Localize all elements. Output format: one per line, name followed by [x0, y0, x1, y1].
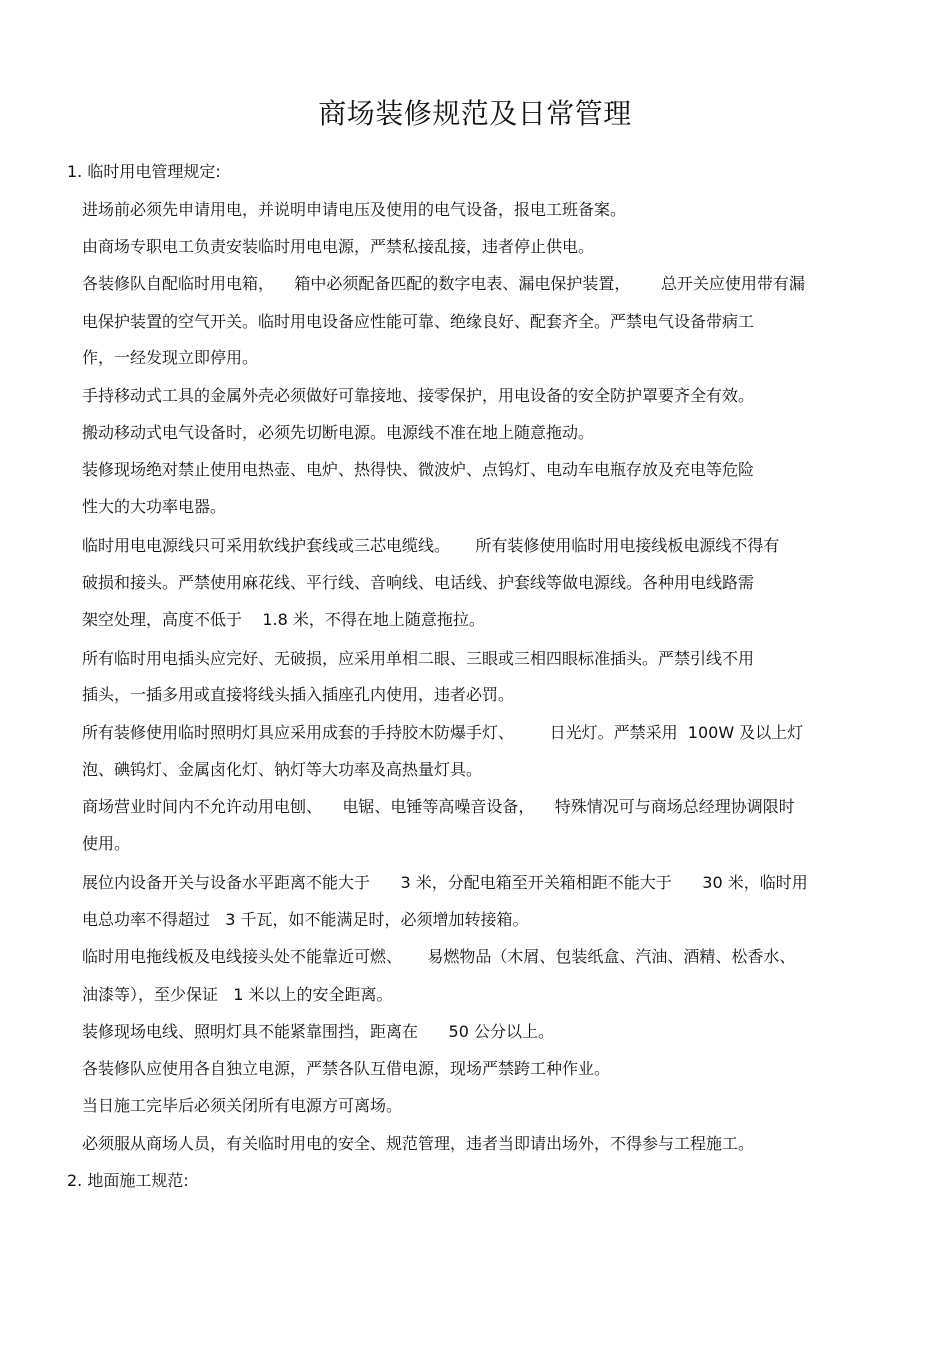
- paragraph-line: 进场前必须先申请用电，并说明申请电压及使用的电气设备，报电工班备案。: [82, 200, 627, 219]
- paragraph-line: 架空处理，高度不低于 1.8 米，不得在地上随意拖拉。: [82, 610, 485, 629]
- paragraph-line: 各装修队自配临时用电箱， 箱中必须配备匹配的数字电表、漏电保护装置， 总开关应使用带有漏: [82, 274, 805, 293]
- paragraph-line: 插头，一插多用或直接将线头插入插座孔内使用，违者必罚。: [82, 685, 515, 704]
- paragraph-line: 临时用电电源线只可采用软线护套线或三芯电缆线。 所有装修使用临时用电接线板电源线不得有: [82, 536, 780, 555]
- paragraph-line: 各装修队应使用各自独立电源，严禁各队互借电源，现场严禁跨工种作业。: [82, 1059, 611, 1078]
- paragraph-line: 性大的大功率电器。: [82, 497, 227, 516]
- paragraph-line: 破损和接头。严禁使用麻花线、平行线、音响线、电话线、护套线等做电源线。各种用电线路需: [82, 573, 755, 592]
- paragraph-line: 装修现场电线、照明灯具不能紧靠围挡，距离在 50 公分以上。: [82, 1022, 554, 1041]
- paragraph-line: 油漆等），至少保证 1 米以上的安全距离。: [82, 985, 393, 1004]
- paragraph-line: 使用。: [82, 834, 131, 853]
- paragraph-line: 所有装修使用临时照明灯具应采用成套的手持胶木防爆手灯、 日光灯。严禁采用 100W 及以上灯: [82, 723, 804, 742]
- paragraph-line: 所有临时用电插头应完好、无破损，应采用单相二眼、三眼或三相四眼标准插头。严禁引线不用: [82, 649, 755, 668]
- section-heading-electricity: 1. 临时用电管理规定:: [67, 162, 221, 181]
- paragraph-line: 作，一经发现立即停用。: [82, 348, 259, 367]
- paragraph-line: 泡、碘钨灯、金属卤化灯、钠灯等大功率及高热量灯具。: [82, 760, 483, 779]
- document-title: 商场装修规范及日常管理: [318, 97, 632, 130]
- paragraph-line: 电总功率不得超过 3 千瓦，如不能满足时，必须增加转接箱。: [82, 910, 529, 929]
- section-heading-floor: 2. 地面施工规范:: [67, 1171, 189, 1190]
- paragraph-line: 搬动移动式电气设备时，必须先切断电源。电源线不准在地上随意拖动。: [82, 423, 595, 442]
- paragraph-line: 电保护装置的空气开关。临时用电设备应性能可靠、绝缘良好、配套齐全。严禁电气设备带病工: [82, 312, 755, 331]
- paragraph-line: 商场营业时间内不允许动用电刨、 电锯、电锤等高噪音设备， 特殊情况可与商场总经理协调限时: [82, 797, 795, 816]
- paragraph-line: 必须服从商场人员，有关临时用电的安全、规范管理，违者当即请出场外，不得参与工程施工。: [82, 1134, 755, 1153]
- paragraph-line: 由商场专职电工负责安装临时用电电源，严禁私接乱接，违者停止供电。: [82, 237, 595, 256]
- paragraph-line: 当日施工完毕后必须关闭所有电源方可离场。: [82, 1096, 403, 1115]
- paragraph-line: 临时用电拖线板及电线接头处不能靠近可燃、 易燃物品（木屑、包装纸盒、汽油、酒精、松香水、: [82, 947, 796, 966]
- paragraph-line: 展位内设备开关与设备水平距离不能大于 3 米，分配电箱至开关箱相距不能大于 30 米，临时用: [82, 873, 808, 892]
- paragraph-line: 手持移动式工具的金属外壳必须做好可靠接地、接零保护，用电设备的安全防护罩要齐全有效。: [82, 386, 755, 405]
- paragraph-line: 装修现场绝对禁止使用电热壶、电炉、热得快、微波炉、点钨灯、电动车电瓶存放及充电等危险: [82, 460, 755, 479]
